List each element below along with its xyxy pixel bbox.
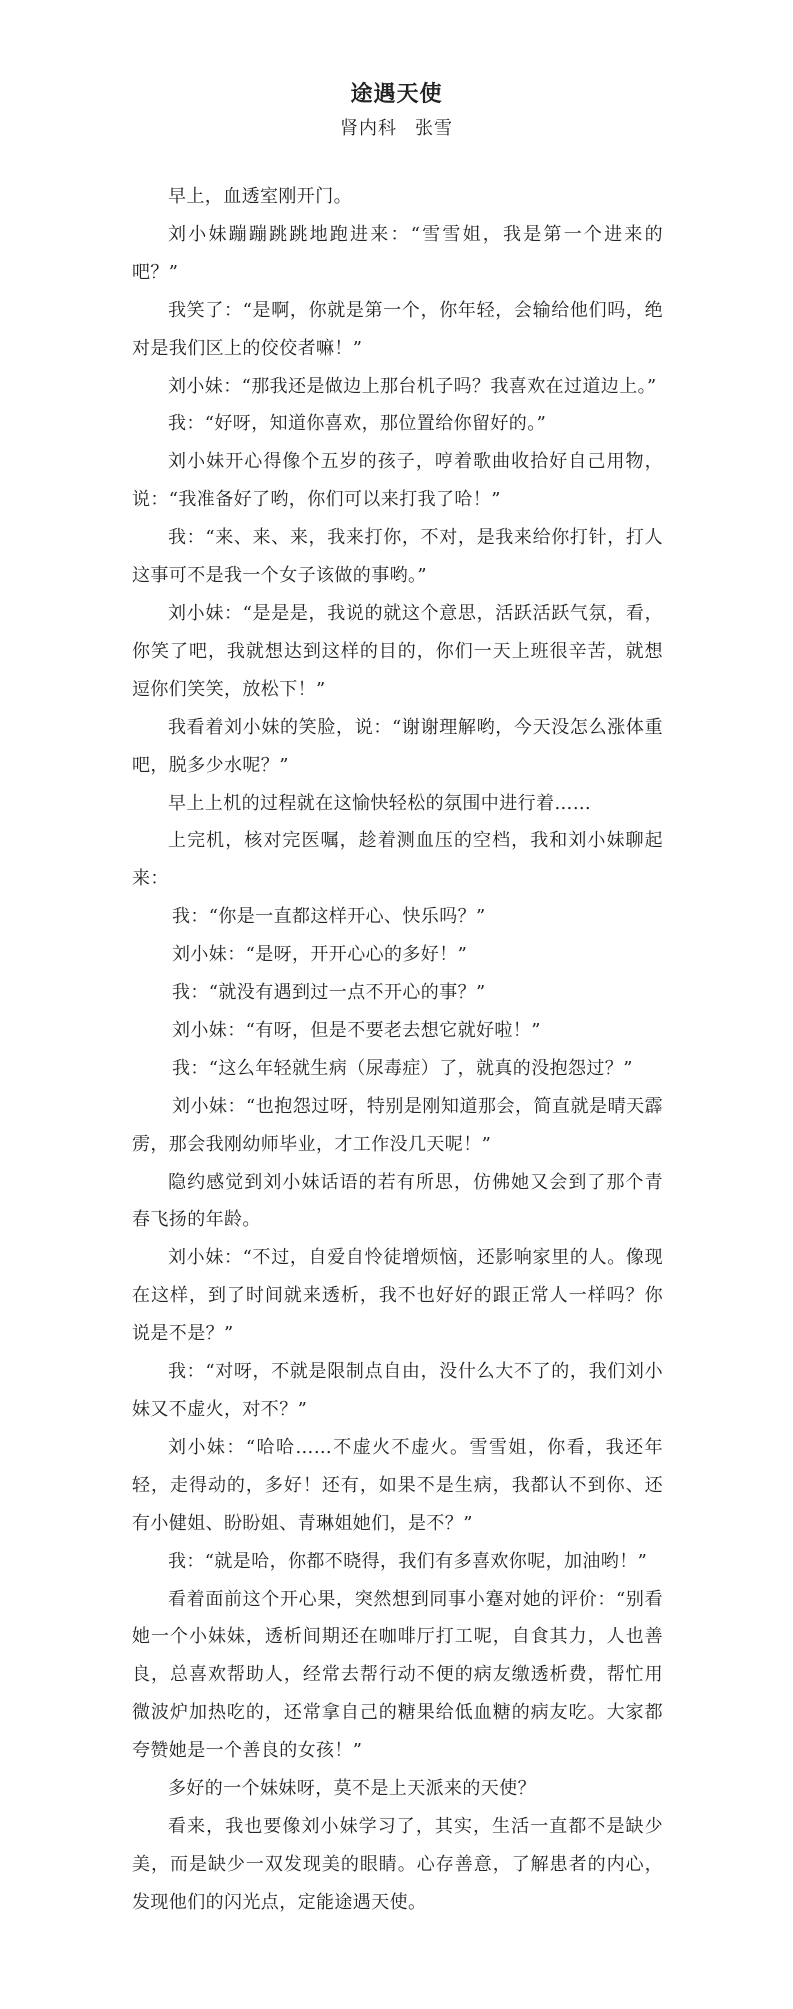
paragraph: 刘小妹：“不过，自爱自怜徒增烦恼，还影响家里的人。像现在这样，到了时间就来透析，我不也好好的跟正常人一样吗？你说是不是？” [132, 1247, 663, 1345]
paragraph: 刘小妹：“有呀，但是不要老去想它就好啦！” [172, 1019, 541, 1041]
paragraph: 我：“这么年轻就生病（尿毒症）了，就真的没抱怨过？” [172, 1057, 633, 1079]
article-body [132, 178, 663, 1922]
paragraph: 我笑了：“是啊，你就是第一个，你年轻，会输给他们吗，绝对是我们区上的佼佼者嘛！” [132, 299, 663, 359]
paragraph: 我：“你是一直都这样开心、快乐吗？” [172, 906, 486, 928]
paragraph: 我：“好呀，知道你喜欢，那位置给你留好的。” [168, 413, 547, 435]
paragraph: 刘小妹：“那我还是做边上那台机子吗？我喜欢在过道边上。” [168, 375, 657, 397]
paragraph: 我：“对呀，不就是限制点自由，没什么大不了的，我们刘小妹又不虚火，对不？” [132, 1361, 663, 1420]
paragraph: 早上上机的过程就在这愉快轻松的氛围中进行着…… [168, 792, 592, 814]
paragraph: 我：“就是哈，你都不晓得，我们有多喜欢你呢，加油哟！” [168, 1550, 648, 1572]
paragraph: 隐约感觉到刘小妹话语的若有所思，仿佛她又会到了那个青春飞扬的年龄。 [132, 1171, 663, 1231]
byline [0, 116, 793, 142]
article-title: 途遇天使 [350, 81, 443, 107]
author-name: 张雪 [415, 118, 453, 139]
paragraph: 早上，血透室刚开门。 [168, 186, 352, 207]
paragraph: 刘小妹开心得像个五岁的孩子，哼着歌曲收拾好自己用物，说：“我准备好了哟，你们可以来打我了哈！” [132, 451, 663, 511]
paragraph: 多好的一个妹妹呀，莫不是上天派来的天使？ [168, 1778, 536, 1800]
paragraph: 我：“来、来、来，我来打你，不对，是我来给你打针，打人这事可不是我一个女子该做的事哟。” [132, 527, 663, 587]
paragraph: 我：“就没有遇到过一点不开心的事？” [172, 982, 486, 1004]
paragraph: 刘小妹：“是是是，我说的就这个意思，活跃活跃气氛，看，你笑了吧，我就想达到这样的目的，你们一天上班很辛苦，就想逗你们笑笑，放松下！” [132, 602, 663, 700]
paragraph: 我看着刘小妹的笑脸，说：“谢谢理解哟，今天没怎么涨体重吧，脱多少水呢？” [132, 716, 663, 776]
paragraph: 上完机，核对完医嘱，趁着测血压的空档，我和刘小妹聊起来： [132, 830, 663, 890]
paragraph: 刘小妹：“是呀，开开心心的多好！” [172, 944, 468, 966]
paragraph: 看着面前这个开心果，突然想到同事小蹇对她的评价：“别看她一个小妹妹，透析间期还在咖啡厅打工呢，自食其力，人也善良，总喜欢帮助人，经常去帮行动不便的病友缴透析费，帮忙用微波炉加热吃的，还常拿自己的糖果给低血糖的病友吃。大家都夸赞她是一个善良的女孩！” [132, 1588, 663, 1762]
paragraph: 刘小妹：“也抱怨过呀，特别是刚知道那会，简直就是晴天霹雳，那会我刚幼师毕业，才工作没几天呢！” [132, 1095, 663, 1155]
paragraph: 刘小妹：“哈哈……不虚火不虚火。雪雪姐，你看，我还年轻，走得动的，多好！还有，如果不是生病，我都认不到你、还有小健姐、盼盼姐、青琳姐她们，是不？” [132, 1436, 663, 1534]
department-label: 肾内科 [340, 118, 397, 139]
paragraph: 看来，我也要像刘小妹学习了，其实，生活一直都不是缺少美，而是缺少一双发现美的眼睛。心存善意，了解患者的内心，发现他们的闪光点，定能途遇天使。 [132, 1815, 663, 1913]
paragraph: 刘小妹蹦蹦跳跳地跑进来：“雪雪姐，我是第一个进来的吧？” [132, 223, 663, 283]
